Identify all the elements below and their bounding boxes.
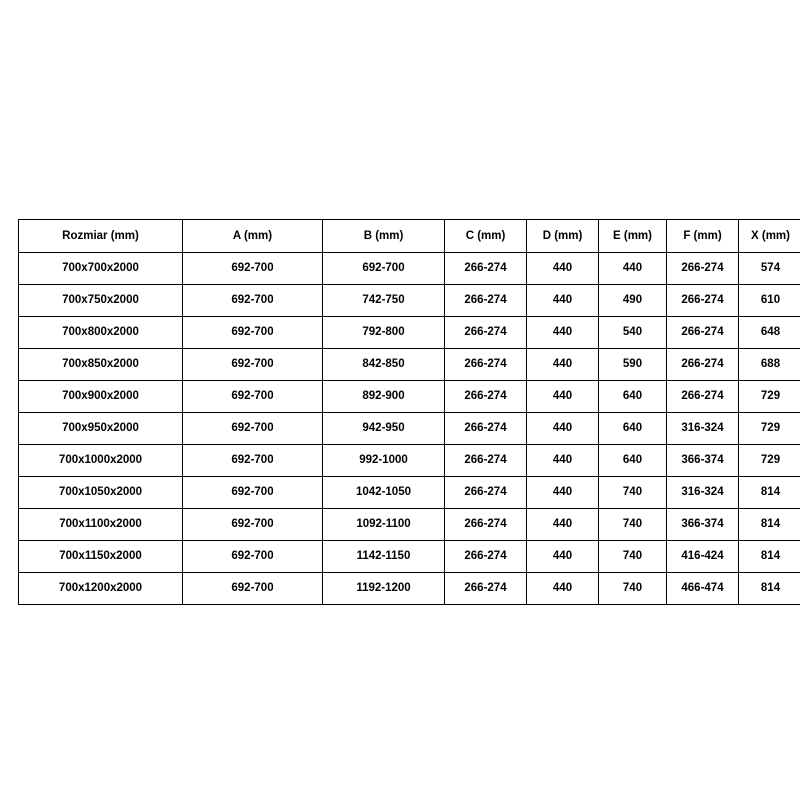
cell-e: 740 [599, 477, 667, 509]
cell-a: 692-700 [183, 381, 323, 413]
cell-d: 440 [527, 285, 599, 317]
cell-size: 700x1050x2000 [19, 477, 183, 509]
cell-size: 700x1000x2000 [19, 445, 183, 477]
cell-x: 688 [739, 349, 800, 381]
cell-d: 440 [527, 541, 599, 573]
cell-e: 740 [599, 541, 667, 573]
column-header-x: X (mm) [739, 220, 800, 253]
cell-a: 692-700 [183, 445, 323, 477]
cell-e: 640 [599, 445, 667, 477]
table-row [19, 445, 800, 477]
cell-b: 1142-1150 [323, 541, 445, 573]
cell-x: 814 [739, 541, 800, 573]
cell-b: 1092-1100 [323, 509, 445, 541]
cell-d: 440 [527, 381, 599, 413]
cell-a: 692-700 [183, 541, 323, 573]
cell-a: 692-700 [183, 573, 323, 605]
cell-c: 266-274 [445, 477, 527, 509]
column-header-c: C (mm) [445, 220, 527, 253]
cell-f: 266-274 [667, 253, 739, 285]
cell-b: 692-700 [323, 253, 445, 285]
column-header-e: E (mm) [599, 220, 667, 253]
cell-size: 700x700x2000 [19, 253, 183, 285]
cell-size: 700x850x2000 [19, 349, 183, 381]
cell-e: 490 [599, 285, 667, 317]
cell-c: 266-274 [445, 317, 527, 349]
cell-x: 648 [739, 317, 800, 349]
cell-c: 266-274 [445, 541, 527, 573]
cell-c: 266-274 [445, 349, 527, 381]
cell-a: 692-700 [183, 317, 323, 349]
cell-b: 842-850 [323, 349, 445, 381]
cell-e: 640 [599, 381, 667, 413]
cell-d: 440 [527, 445, 599, 477]
cell-f: 266-274 [667, 381, 739, 413]
cell-e: 440 [599, 253, 667, 285]
cell-b: 942-950 [323, 413, 445, 445]
cell-c: 266-274 [445, 509, 527, 541]
cell-size: 700x1100x2000 [19, 509, 183, 541]
column-header-f: F (mm) [667, 220, 739, 253]
cell-a: 692-700 [183, 349, 323, 381]
table-body [19, 253, 800, 605]
cell-d: 440 [527, 477, 599, 509]
cell-size: 700x950x2000 [19, 413, 183, 445]
cell-c: 266-274 [445, 445, 527, 477]
cell-f: 366-374 [667, 509, 739, 541]
table-row [19, 285, 800, 317]
cell-x: 729 [739, 413, 800, 445]
cell-size: 700x800x2000 [19, 317, 183, 349]
cell-c: 266-274 [445, 573, 527, 605]
cell-f: 466-474 [667, 573, 739, 605]
cell-d: 440 [527, 573, 599, 605]
cell-size: 700x1150x2000 [19, 541, 183, 573]
cell-f: 366-374 [667, 445, 739, 477]
column-header-b: B (mm) [323, 220, 445, 253]
table-row [19, 349, 800, 381]
cell-a: 692-700 [183, 413, 323, 445]
cell-d: 440 [527, 509, 599, 541]
cell-f: 316-324 [667, 477, 739, 509]
cell-e: 740 [599, 573, 667, 605]
cell-x: 574 [739, 253, 800, 285]
cell-size: 700x750x2000 [19, 285, 183, 317]
dimensions-table [18, 219, 800, 605]
cell-x: 729 [739, 445, 800, 477]
table-row [19, 509, 800, 541]
cell-x: 729 [739, 381, 800, 413]
cell-f: 416-424 [667, 541, 739, 573]
table-header-row [19, 220, 800, 253]
cell-c: 266-274 [445, 381, 527, 413]
cell-x: 814 [739, 477, 800, 509]
table-row [19, 477, 800, 509]
cell-c: 266-274 [445, 413, 527, 445]
cell-e: 540 [599, 317, 667, 349]
cell-b: 792-800 [323, 317, 445, 349]
table-row [19, 573, 800, 605]
table-row [19, 381, 800, 413]
dimensions-table-container [18, 219, 790, 605]
table-row [19, 253, 800, 285]
table-row [19, 317, 800, 349]
cell-b: 742-750 [323, 285, 445, 317]
cell-a: 692-700 [183, 285, 323, 317]
cell-x: 814 [739, 509, 800, 541]
cell-b: 992-1000 [323, 445, 445, 477]
cell-e: 590 [599, 349, 667, 381]
table-row [19, 541, 800, 573]
cell-b: 1042-1050 [323, 477, 445, 509]
cell-b: 892-900 [323, 381, 445, 413]
cell-x: 610 [739, 285, 800, 317]
column-header-size: Rozmiar (mm) [19, 220, 183, 253]
cell-a: 692-700 [183, 509, 323, 541]
column-header-a: A (mm) [183, 220, 323, 253]
cell-d: 440 [527, 317, 599, 349]
table-header [19, 220, 800, 253]
table-row [19, 413, 800, 445]
column-header-d: D (mm) [527, 220, 599, 253]
cell-a: 692-700 [183, 253, 323, 285]
cell-c: 266-274 [445, 253, 527, 285]
cell-size: 700x1200x2000 [19, 573, 183, 605]
cell-x: 814 [739, 573, 800, 605]
cell-e: 740 [599, 509, 667, 541]
cell-f: 266-274 [667, 285, 739, 317]
cell-f: 266-274 [667, 317, 739, 349]
cell-d: 440 [527, 413, 599, 445]
cell-a: 692-700 [183, 477, 323, 509]
cell-size: 700x900x2000 [19, 381, 183, 413]
cell-e: 640 [599, 413, 667, 445]
cell-c: 266-274 [445, 285, 527, 317]
cell-b: 1192-1200 [323, 573, 445, 605]
cell-d: 440 [527, 349, 599, 381]
cell-d: 440 [527, 253, 599, 285]
cell-f: 266-274 [667, 349, 739, 381]
cell-f: 316-324 [667, 413, 739, 445]
